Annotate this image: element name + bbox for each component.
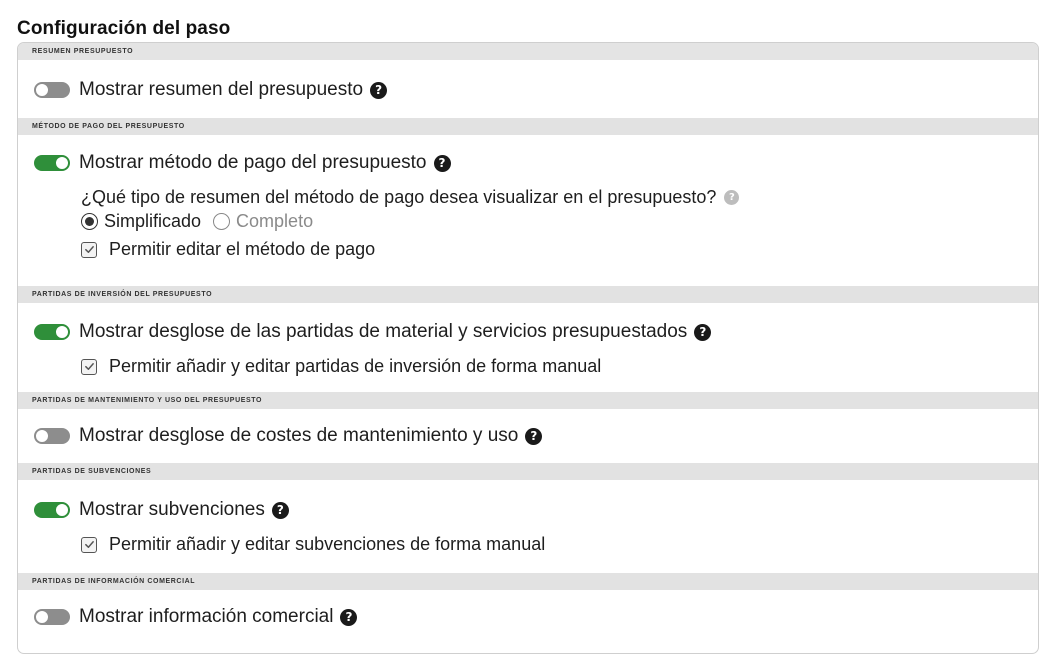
page-title: Configuración del paso xyxy=(17,18,231,39)
toggle-comercial[interactable] xyxy=(34,609,70,625)
toggle-label-comercial: Mostrar información comercial xyxy=(79,606,334,627)
checkbox-editar-subvenciones[interactable] xyxy=(81,537,97,553)
help-icon[interactable]: ? xyxy=(370,82,387,99)
checkbox-editar-metodo-pago[interactable] xyxy=(81,242,97,258)
question-label: ¿Qué tipo de resumen del método de pago desea visualizar en el presupuesto? xyxy=(81,187,717,207)
check-icon xyxy=(84,539,95,550)
section-resumen xyxy=(18,60,1038,118)
radio-label-completo: Completo xyxy=(236,211,314,231)
toggle-metodo-pago[interactable] xyxy=(34,155,70,171)
help-icon[interactable]: ? xyxy=(525,428,542,445)
help-icon[interactable]: ? xyxy=(724,190,739,205)
toggle-label-subvenciones: Mostrar subvenciones xyxy=(79,499,265,520)
checkbox-editar-inversion[interactable] xyxy=(81,359,97,375)
section-comercial xyxy=(18,590,1038,650)
section-metodo-pago xyxy=(18,135,1038,286)
section-header-inversion: PARTIDAS DE INVERSIÓN DEL PRESUPUESTO xyxy=(18,286,1038,303)
checkbox-label-editar-metodo-pago: Permitir editar el método de pago xyxy=(109,239,376,259)
toggle-label-inversion: Mostrar desglose de las partidas de material y servicios presupuestados xyxy=(79,321,688,342)
toggle-label-resumen: Mostrar resumen del presupuesto xyxy=(79,79,364,100)
toggle-label-metodo-pago: Mostrar método de pago del presupuesto xyxy=(79,152,427,173)
section-header-mantenimiento: PARTIDAS DE MANTENIMIENTO Y USO DEL PRESUPUESTO xyxy=(18,392,1038,409)
toggle-subvenciones[interactable] xyxy=(34,502,70,518)
check-icon xyxy=(84,244,95,255)
radio-label-simplificado: Simplificado xyxy=(104,211,202,231)
section-header-resumen: RESUMEN PRESUPUESTO xyxy=(18,43,1038,60)
help-icon[interactable]: ? xyxy=(694,324,711,341)
radio-simplificado[interactable] xyxy=(81,213,98,230)
section-inversion xyxy=(18,303,1038,392)
section-mantenimiento xyxy=(18,409,1038,463)
settings-card xyxy=(17,42,1039,654)
toggle-inversion[interactable] xyxy=(34,324,70,340)
checkbox-label-editar-inversion: Permitir añadir y editar partidas de inversión de forma manual xyxy=(109,356,602,376)
toggle-resumen[interactable] xyxy=(34,82,70,98)
toggle-label-mantenimiento: Mostrar desglose de costes de mantenimiento y uso xyxy=(79,425,519,446)
help-icon[interactable]: ? xyxy=(434,155,451,172)
section-header-metodo-pago: MÉTODO DE PAGO DEL PRESUPUESTO xyxy=(18,118,1038,135)
checkbox-label-editar-subvenciones: Permitir añadir y editar subvenciones de forma manual xyxy=(109,534,546,554)
check-icon xyxy=(84,361,95,372)
section-header-comercial: PARTIDAS DE INFORMACIÓN COMERCIAL xyxy=(18,573,1038,590)
radio-completo[interactable] xyxy=(213,213,230,230)
toggle-mantenimiento[interactable] xyxy=(34,428,70,444)
help-icon[interactable]: ? xyxy=(272,502,289,519)
section-subvenciones xyxy=(18,480,1038,573)
section-header-subvenciones: PARTIDAS DE SUBVENCIONES xyxy=(18,463,1038,480)
help-icon[interactable]: ? xyxy=(340,609,357,626)
